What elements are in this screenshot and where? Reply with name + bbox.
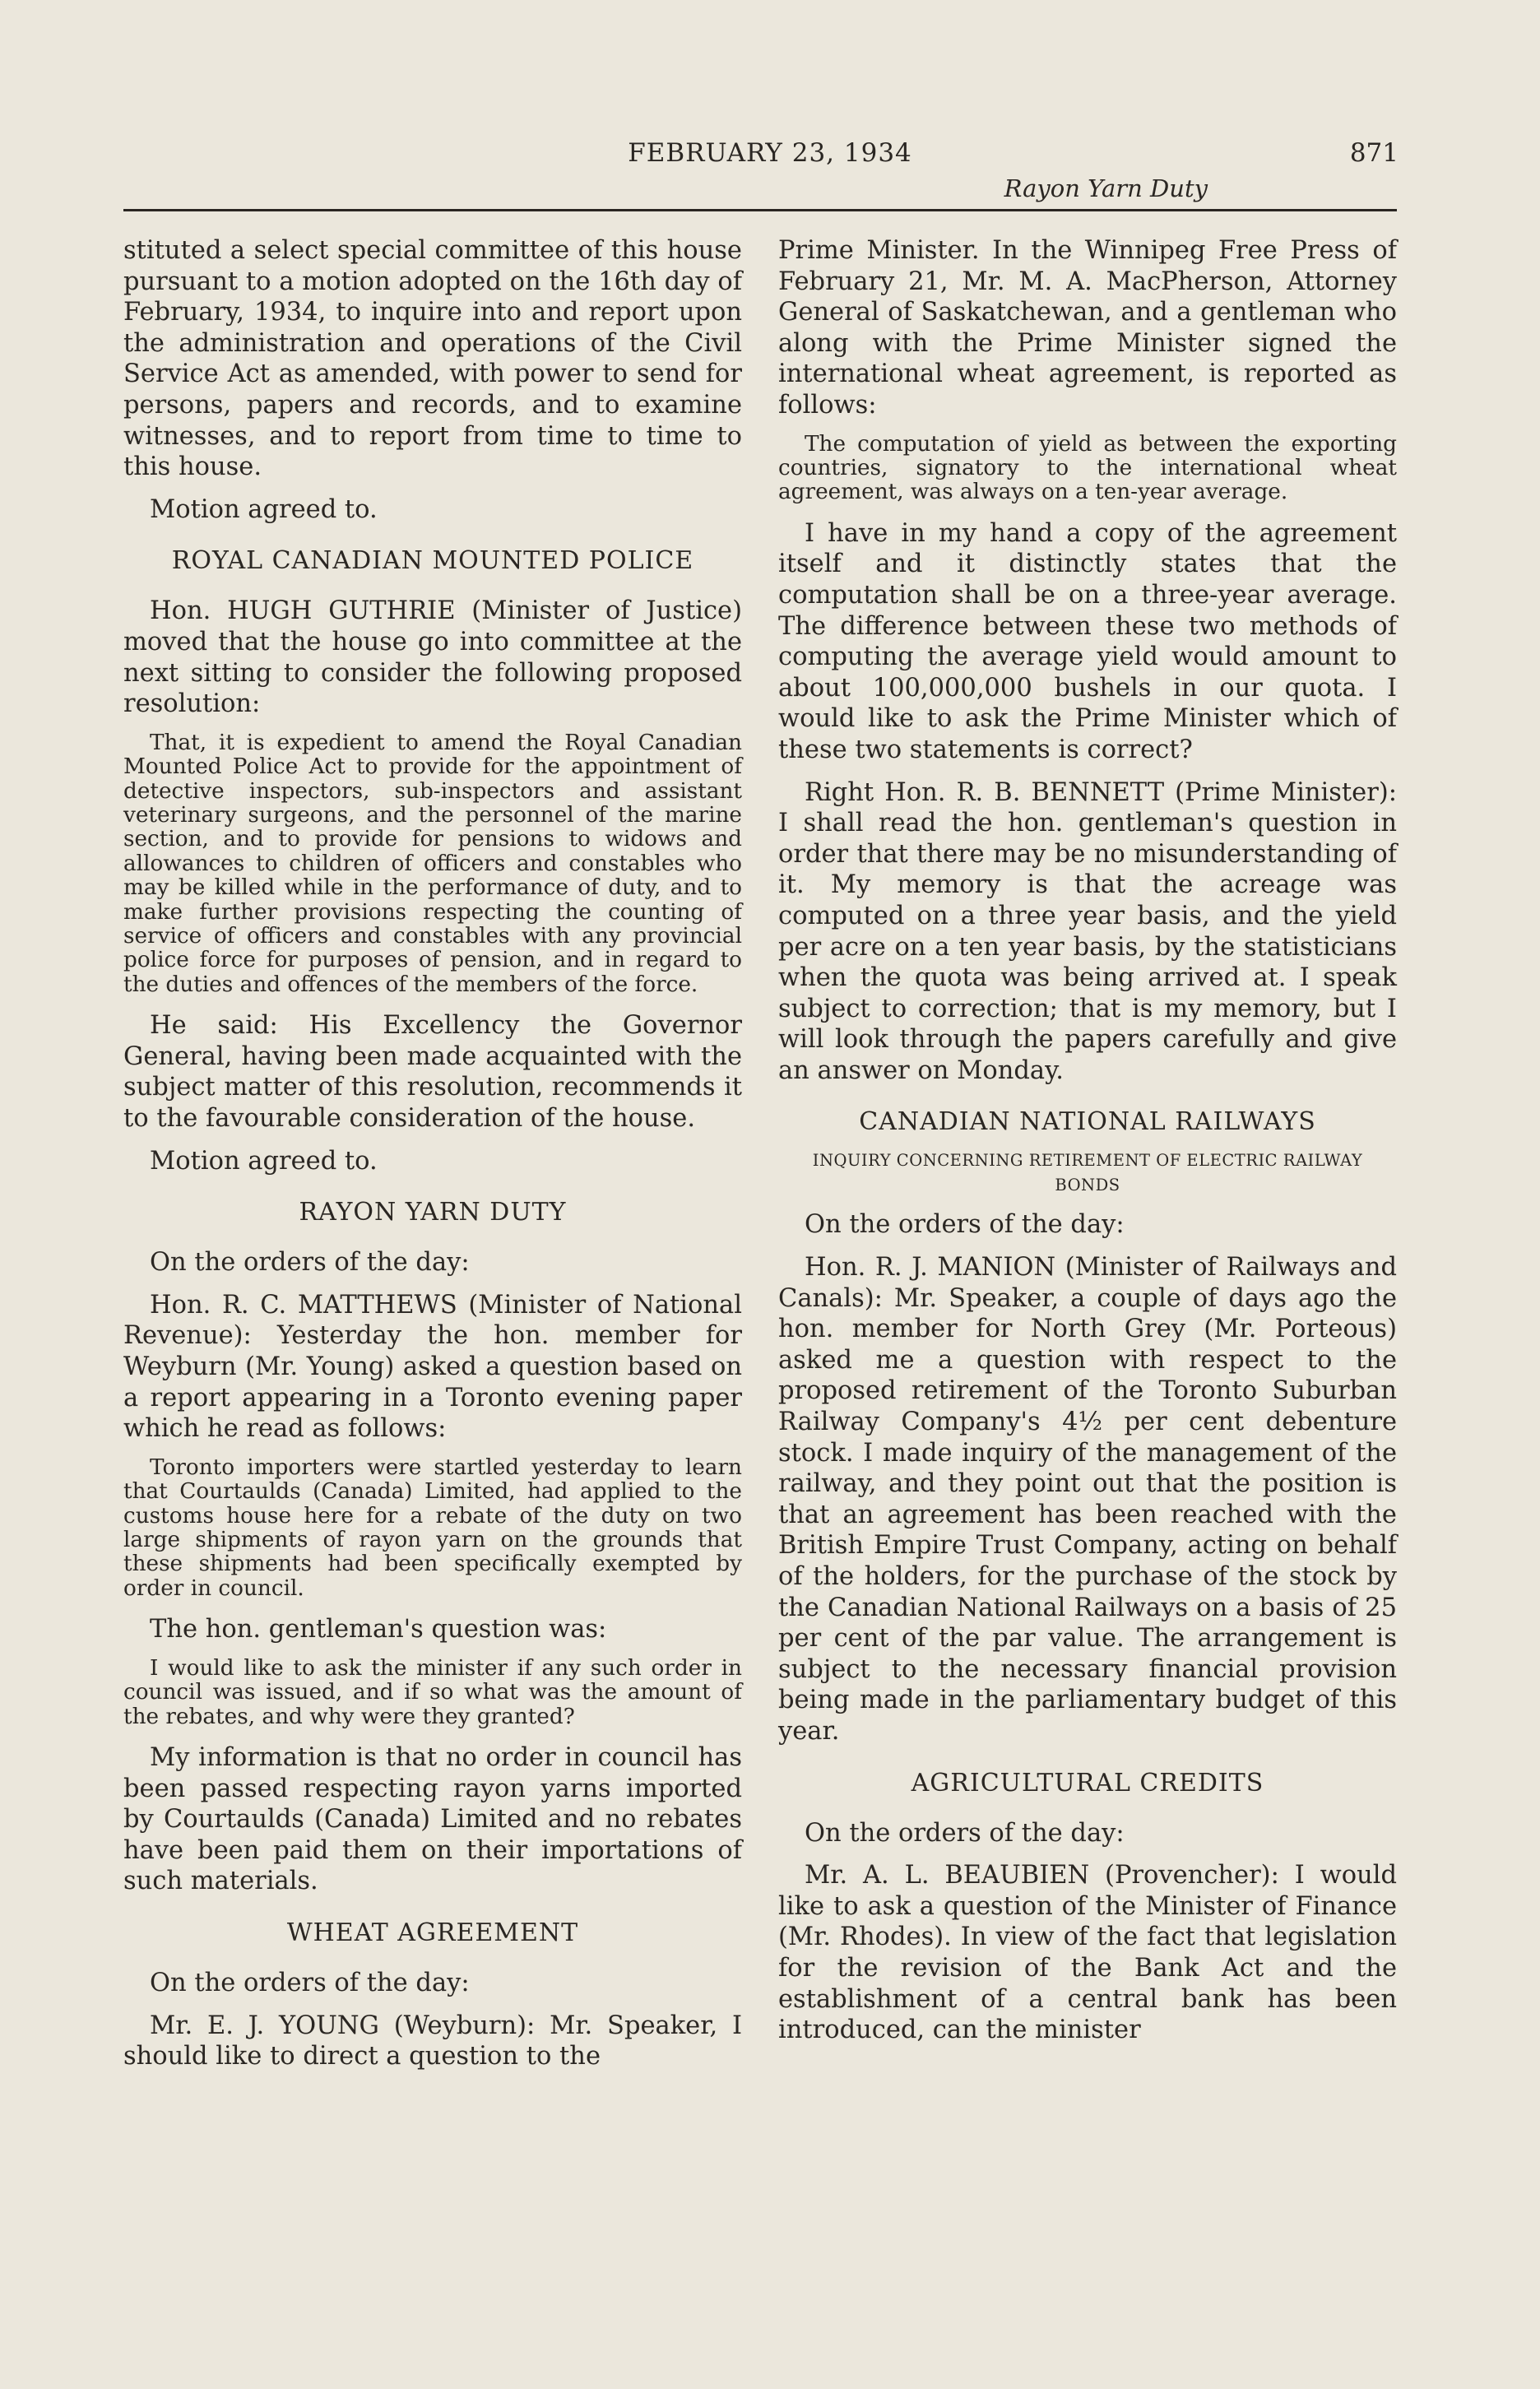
- header-rule: [123, 209, 1397, 211]
- right-column: [778, 235, 1397, 2057]
- paragraph: The hon. gentleman's question was:: [150, 1615, 607, 1644]
- paragraph: I have in my hand a copy of the agreement itself and it distinctly states that the computation shall be on a three-year average. The difference between these two methods of computing the average yield would amount to about 100,000,000 bushels in our quota. I would like to ask the Prime Minister which of these two statements is correct?: [778, 518, 1397, 764]
- paragraph: stituted a select special committee of this house pursuant to a motion adopted on the 16th day of February, 1934, to inquire into and report upon the administration and operations of the Civil Service Act as amended, with power to send for persons, papers and records, and to examine witnesses, and to report from time to time to this house.: [123, 236, 742, 482]
- paragraph: My information is that no order in council has been passed respecting rayon yarns imported by Courtaulds (Canada) Limited and no rebates have been paid them on their importations of such materials.: [123, 1742, 742, 1896]
- paragraph: On the orders of the day:: [150, 1968, 470, 1997]
- section-heading-wheat: WHEAT AGREEMENT: [286, 1918, 579, 1947]
- paragraph: Motion agreed to.: [150, 494, 378, 524]
- paragraph: On the orders of the day:: [150, 1248, 470, 1278]
- paragraph: Mr. A. L. BEAUBIEN (Provencher): I would like to ask a question of the Minister of Finance (Mr. Rhodes). In view of the fact that legislation for the revision of the Bank Act and the establishment of a central bank has been introduced, can the minister: [778, 1861, 1397, 2045]
- paragraph: Hon. R. J. MANION (Minister of Railways and Canals): Mr. Speaker, a couple of days ago the hon. member for North Grey (Mr. Porteous) asked me a question with respect to the proposed retirement of the Toronto Suburban Railway Company's 4½ per cent debenture stock. I made inquiry of the management of the railway, and they point out that the position is that an agreement has been reached with the British Empire Trust Company, acting on behalf of the holders, for the purchase of the stock by the Canadian National Railways on a basis of 25 per cent of the par value. The arrangement is subject to the necessary financial provision being made in the parliamentary budget of this year.: [778, 1253, 1397, 1746]
- paragraph: Hon. R. C. MATTHEWS (Minister of National Revenue): Yesterday the hon. member for Weyburn (Mr. Young) asked a question based on a report appearing in a Toronto evening paper which he read as follows:: [123, 1290, 742, 1444]
- paragraph: Prime Minister. In the Winnipeg Free Press of February 21, Mr. M. A. MacPherson, Attorney General of Saskatchewan, and a gentleman who along with the Prime Minister signed the international wheat agreement, is reported as follows:: [778, 236, 1397, 420]
- paragraph: He said: His Excellency the Governor General, having been made acquainted with the subject matter of this resolution, recommends it to the favourable consideration of the house.: [123, 1011, 742, 1133]
- header-date: FEBRUARY 23, 1934: [628, 138, 912, 168]
- running-title: Rayon Yarn Duty: [1004, 174, 1208, 202]
- section-heading-agricultural: AGRICULTURAL CREDITS: [911, 1768, 1264, 1798]
- left-column: [123, 235, 742, 2084]
- section-heading-cnr: CANADIAN NATIONAL RAILWAYS: [859, 1107, 1316, 1137]
- section-subheading-cnr: INQUIRY CONCERNING RETIREMENT OF ELECTRIC RAILWAY BONDS: [812, 1151, 1363, 1195]
- quoted-resolution: That, it is expedient to amend the Royal Canadian Mounted Police Act to provide for the appointment of detective inspectors, sub-inspectors and assistant veterinary surgeons, and the personnel of the marine section, and to provide for pensions to widows and allowances to children of officers and constables who may be killed while in the performance of duty, and to make further provisions respecting the counting of service of officers and constables with any provincial police force for purposes of pension, and in regard to the duties and offences of the members of the force.: [123, 730, 742, 997]
- paragraph: Hon. HUGH GUTHRIE (Minister of Justice) moved that the house go into committee at the next sitting to consider the following proposed resolution:: [123, 596, 742, 719]
- quoted-question: I would like to ask the minister if any such order in council was issued, and if so what was the amount of the rebates, and why were they granted?: [123, 1655, 742, 1729]
- quoted-report: Toronto importers were startled yesterday to learn that Courtaulds (Canada) Limited, had applied to the customs house here for a rebate of the duty on two large shipments of rayon yarn on the grounds that these shipments had been specifically exempted by order in council.: [123, 1454, 742, 1601]
- paragraph: On the orders of the day:: [805, 1210, 1125, 1240]
- page-number: 871: [1349, 138, 1399, 168]
- paragraph: Mr. E. J. YOUNG (Weyburn): Mr. Speaker, I should like to direct a question to the: [123, 2011, 742, 2071]
- section-heading-rayon: RAYON YARN DUTY: [299, 1198, 567, 1227]
- paragraph: Right Hon. R. B. BENNETT (Prime Minister): I shall read the hon. gentleman's question in order that there may be no misunderstanding of it. My memory is that the acreage was computed on a three year basis, and the yield per acre on a ten year basis, by the statisticians when the quota was being arrived at. I speak subject to correction; that is my memory, but I will look through the papers carefully and give an answer on Monday.: [778, 777, 1397, 1085]
- quoted-statement: The computation of yield as between the exporting countries, signatory to the international wheat agreement, was always on a ten-year average.: [778, 431, 1397, 505]
- paragraph: Motion agreed to.: [150, 1146, 378, 1176]
- section-heading-rcmp: ROYAL CANADIAN MOUNTED POLICE: [171, 546, 694, 576]
- paragraph: On the orders of the day:: [805, 1818, 1125, 1848]
